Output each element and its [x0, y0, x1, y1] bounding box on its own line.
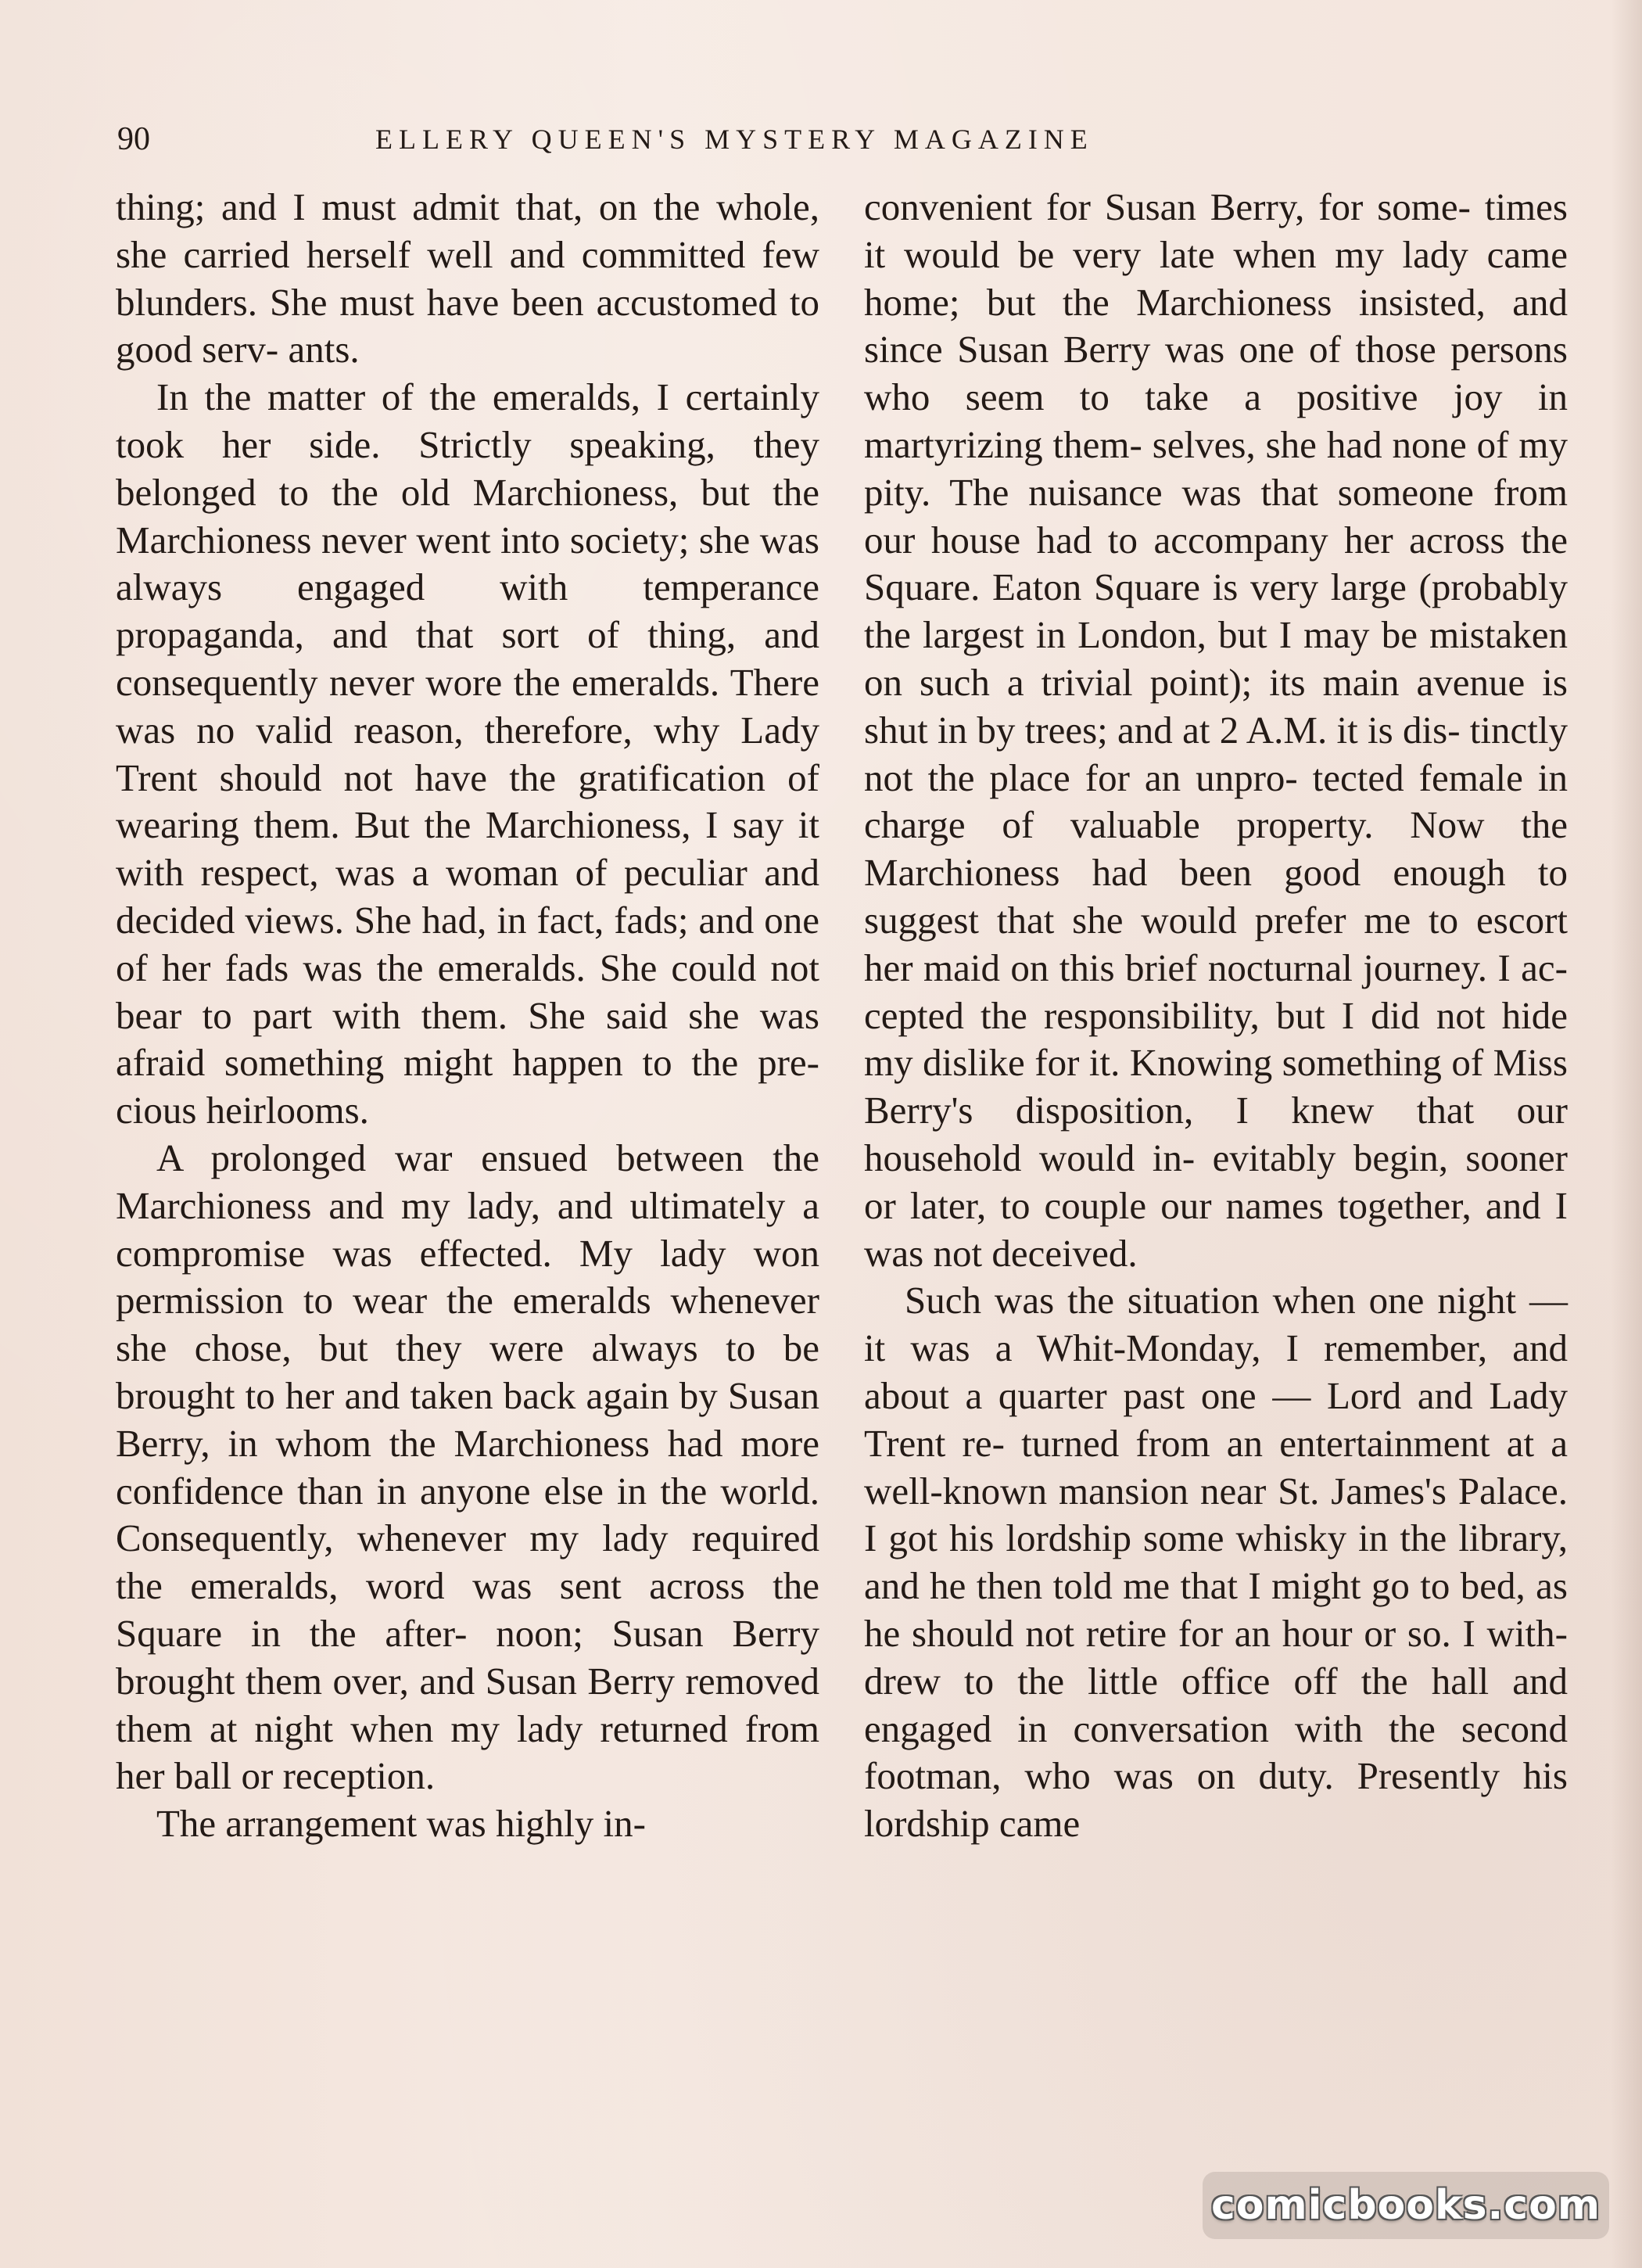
page-edge-shadow	[1611, 0, 1642, 2268]
left-paragraph-2: In the matter of the emeralds, I certainly took her side. Strictly speaking, they belonged to the old Marchioness, but the Marchioness never went into society; she was always engaged with temperance propaganda, and that sort of thing, and consequently never wore the emeralds. There was no valid reason, therefore, why Lady Trent should not have the gratification of wearing them. But the Marchioness, I say it with respect, was a woman of peculiar and decided views. She had, in fact, fads; and one of her fads was the emeralds. She could not bear to part with them. She said she was afraid something might happen to the pre- cious heirlooms.	[116, 375, 819, 1132]
page-header	[117, 116, 1290, 163]
left-paragraph-3: A prolonged war ensued between the Marchioness and my lady, and ultimately a compromise was effected. My lady won permission to wear the emeralds whenever she chose, but they were always to be brought to her and taken back again by Susan Berry, in whom the Marchioness had more confidence than in anyone else in the world. Consequently, whenever my lady required the emeralds, word was sent across the Square in the after- noon; Susan Berry brought them over, and Susan Berry removed them at night when my lady returned from her ball or reception.	[116, 1136, 819, 1798]
right-column	[864, 184, 1568, 1848]
right-paragraph-1: convenient for Susan Berry, for some- times it would be very late when my lady came home; but the Marchioness insisted, and since Susan Berry was one of those persons who seem to take a positive joy in martyrizing them- selves, she had none of my pity. The nuisance was that someone from our house had to accompany her across the Square. Eaton Square is very large (probably the largest in London, but I may be mistaken on such a trivial point); its main avenue is shut in by trees; and at 2 A.M. it is dis- tinctly not the place for an unpro- tected female in charge of valuable property. Now the Marchioness had been good enough to suggest that she would prefer me to escort her maid on this brief nocturnal journey. I ac- cepted the responsibility, but I did not hide my dislike for it. Knowing something of Miss Berry's disposition, I knew that our household would in- evitably begin, sooner or later, to couple our names together, and I was not deceived.	[864, 185, 1568, 1275]
left-paragraph-1: thing; and I must admit that, on the whole, she carried herself well and committed few blunders. She must have been accustomed to good serv- ants.	[116, 185, 819, 371]
page-number: 90	[117, 121, 150, 157]
left-paragraph-4: The arrangement was highly in-	[156, 1802, 646, 1846]
right-paragraph-2: Such was the situation when one night — it was a Whit-Monday, I remember, and about a quarter past one — Lord and Lady Trent re- turned from an entertainment at a well-known mansion near St. James's Palace. I got his lordship some whisky in the library, and he then told me that I might go to bed, as he should not retire for an hour or so. I with- drew to the little office off the hall and engaged in conversation with the second footman, who was on duty. Presently his lordship came	[864, 1279, 1568, 1846]
running-title: ELLERY QUEEN'S MYSTERY MAGAZINE	[375, 124, 1094, 155]
left-column	[116, 184, 819, 1848]
watermark-logo: comicbooks.com	[1203, 2172, 1609, 2239]
